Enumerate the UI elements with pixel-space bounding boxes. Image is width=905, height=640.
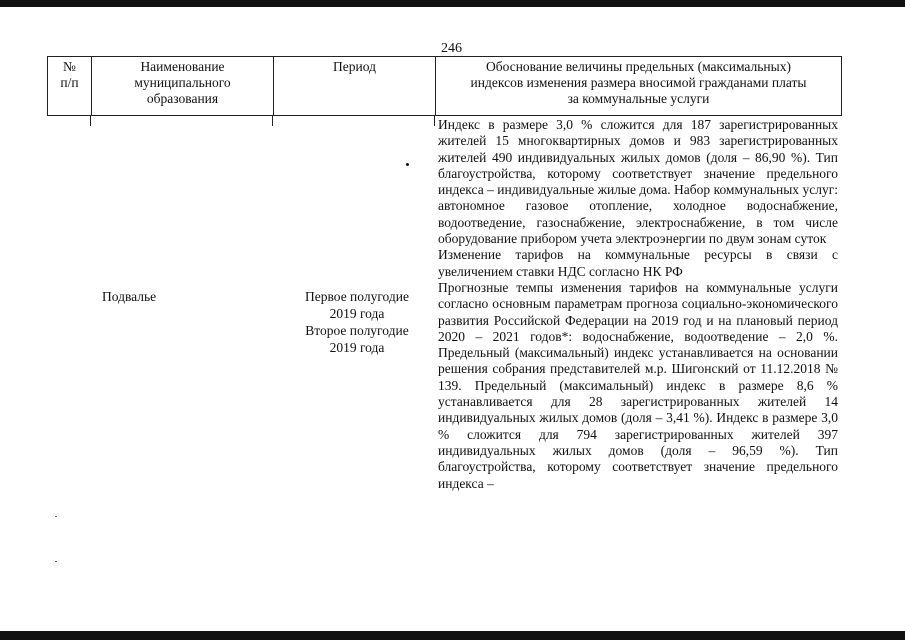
header-number-line: № [63,59,76,74]
municipality-name: Подвалье [102,289,157,304]
header-period-cell [274,59,435,75]
header-justification-cell [436,59,841,107]
period-line: 2019 года [329,305,385,321]
page-number: 246 [441,41,462,56]
header-name-cell [92,59,273,107]
table-header [47,56,842,116]
scan-artifact-dot [406,163,409,166]
header-name-line: образования [146,91,219,106]
justification-column [438,117,838,492]
header-name-line: муниципального [134,75,231,90]
period-line: 2019 года [329,339,385,355]
justification-paragraph: Прогнозные темпы изменения тарифов на коммунальные услуги согласно основным параметрам прогноза социально-экономического развития Российской Федерации на 2019 год и на плановый период 2020 – 2021 годов*: водоснабжение, водоотведение – 2,0 %. Предельный (максимальный) индекс устанавливается на основании решения собрания представителей м.р. Шигонский от 11.12.2018 № 139. Предельный (максимальный) индекс в размере 8,6 % устанавливается для 28 зарегистрированных жителей 14 индивидуальных жилых домов (доля – 3,41 %). Индекс в размере 3,0 % сложится для 794 зарегистрированных жителей 397 индивидуальных жилых домов (доля – 96,59 %). Тип благоустройства, которому соответствует значение предельного индекса – [438,279,838,491]
column-divider-stub [272,116,273,126]
scan-bottom-border [0,631,905,640]
column-divider-stub [90,116,91,126]
scan-top-border [0,0,905,7]
header-number-cell [48,59,91,91]
header-period-line: Период [333,59,376,74]
header-number-line: п/п [60,75,79,90]
scan-artifact-mark [55,516,57,517]
period-second-half [292,323,422,356]
header-justification-line: Обоснование величины предельных (максимальных) [486,59,791,74]
justification-paragraph: Изменение тарифов на коммунальные ресурсы в связи с увеличением ставки НДС согласно НК РФ [438,247,838,279]
header-justification-line: за коммунальные услуги [567,91,710,106]
header-name-line: Наименование [140,59,225,74]
period-first-half [292,289,422,322]
column-divider-stub [434,116,435,126]
period-line: Второе полугодие [305,323,409,338]
scan-artifact-mark [55,561,57,562]
period-line: Первое полугодие [305,289,409,304]
continuation-paragraph: Индекс в размере 3,0 % сложится для 187 зарегистрированных жителей 15 многоквартирных домов и 983 зарегистрированных жителей 490 индивидуальных жилых домов (доля – 86,90 %). Тип благоустройства, которому соответствует значение предельного индекса – индивидуальные жилые дома. Набор коммунальных услуг: автономное газовое отопление, холодное водоснабжение, водоотведение, газоснабжение, электроснабжение, в том числе оборудование прибором учета электроэнергии по двум зонам суток [438,117,838,247]
header-justification-line: индексов изменения размера вносимой гражданами платы [470,75,807,90]
period-column [292,289,422,357]
